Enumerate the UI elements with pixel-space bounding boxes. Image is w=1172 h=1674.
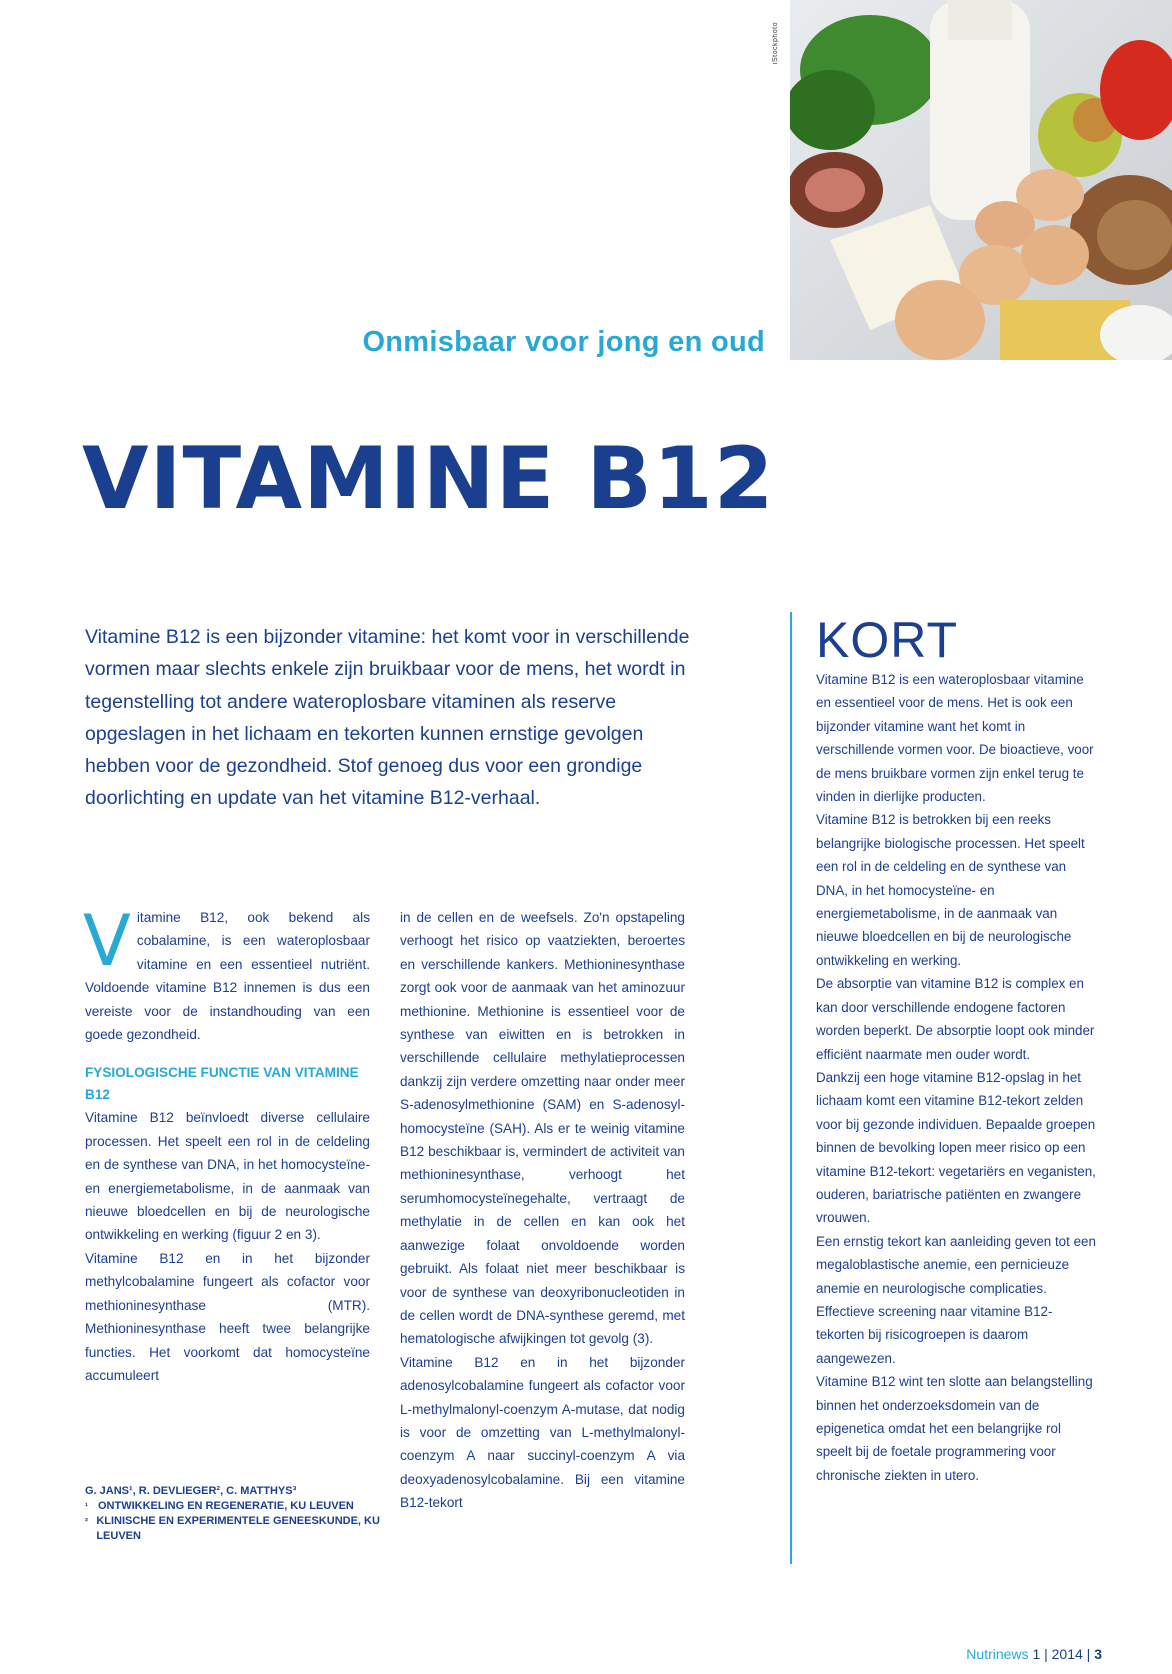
author-block	[85, 1484, 385, 1544]
kicker-subtitle: Onmisbaar voor jong en oud	[362, 326, 765, 358]
sidebar-heading: KORT	[816, 612, 958, 668]
article-column-1	[83, 900, 370, 1387]
body-paragraph: Vitamine B12 en in het bijzonder methylcobalamine fungeert als cofactor voor methioninesynthase (MTR). Methioninesynthase heeft twee belangrijke functies. Het voorkomt dat homocysteïne accumuleert	[85, 1250, 370, 1383]
affiliation-marker: ¹	[85, 1501, 88, 1511]
food-illustration	[790, 0, 1172, 360]
page-number: 3	[1094, 1646, 1102, 1662]
body-paragraph: Vitamine B12 beïnvloedt diverse cellulaire processen. Het speelt een rol in de celdeling en de synthese van DNA, in het homocysteïne- en energiemetabolisme, in de aanmaak van nieuwe bloedcellen en bij de neurologische ontwikkeling en werking (figuur 2 en 3).	[85, 1110, 370, 1243]
article-title: VITAMINE B12	[82, 429, 775, 529]
body-paragraph: Vitamine B12 en in het bijzonder adenosylcobalamine fungeert als cofactor voor L-methylmalonyl-coenzym A-mutase, dat nodig is voor de omzetting van L-methylmalonyl-coenzym A naar succinyl-coenzym A via deoxyadenosylcobalamine. Bij een vitamine B12-tekort	[400, 1354, 685, 1511]
body-paragraph: in de cellen en de weefsels. Zo'n opstapeling verhoogt het risico op vaatziekten, beroertes en verschillende kankers. Methioninesynthase zorgt ook voor de aanmaak van het aminozuur methionine. Methionine is essentieel voor de synthese van eiwitten en is betrokken in verschillende cellulaire methylatieprocessen dankzij zijn verdere omzetting naar onder meer S-adenosylmethionine (SAM) en S-adenosyl-homocysteïne (SAH). Als er te weinig vitamine B12 beschikbaar is, vermindert de activiteit van methioninesynthase, verhoogt het serumhomocysteïnegehalte, vertraagt de methylatie in de cellen en kan ook het aanwezige folaat onvoldoende worden gebruikt. Als folaat niet meer beschikbaar is voor de synthese van deoxyribonucleotiden in de cellen wordt de DNA-synthese geremd, met hematologische afwijkingen tot gevolg (3).	[400, 910, 685, 1347]
affiliation	[85, 1499, 385, 1514]
author-names: G. JANS¹, R. DEVLIEGER², C. MATTHYS³	[85, 1485, 297, 1497]
drop-cap: V	[83, 900, 131, 982]
sidebar-paragraph: Een ernstig tekort kan aanleiding geven tot een megaloblastische anemie, een pernicieuze anemie en neurologische complicaties. Effectieve screening naar vitamine B12-tekorten bij risicogroepen is daarom aangewezen.	[816, 1233, 1096, 1366]
affiliation-text: KLINISCHE EN EXPERIMENTELE GENEESKUNDE, KU LEUVEN	[96, 1515, 380, 1542]
page-footer	[860, 1646, 1102, 1662]
issue-info: 1 | 2014 |	[1032, 1646, 1091, 1662]
sidebar-paragraph: Dankzij een hoge vitamine B12-opslag in het lichaam komt een vitamine B12-tekort zelden voor bij gezonde individuen. Bepaalde groepen binnen de bevolking lopen meer risico op een vitamine B12-tekort: vegetariërs en veganisten, ouderen, bariatrische patiënten en zwangere vrouwen.	[816, 1069, 1096, 1226]
sidebar-paragraph: Vitamine B12 wint ten slotte aan belangstelling binnen het onderzoeksdomein van de epigenetica omdat het een belangrijke rol speelt bij de foetale programmering voor chronische ziekten in utero.	[816, 1374, 1093, 1483]
intro-paragraph	[83, 900, 370, 1046]
article-column-2	[400, 906, 685, 1515]
section-heading: FYSIOLOGISCHE FUNCTIE VAN VITAMINE B12	[85, 1065, 359, 1103]
lead-paragraph: Vitamine B12 is een bijzonder vitamine: het komt voor in verschillende vormen maar slechts enkele zijn bruikbaar voor de mens, het wordt in tegenstelling tot andere wateroplosbare vitaminen als reserve opgeslagen in het lichaam en tekorten kunnen ernstige gevolgen hebben voor de gezondheid. Stof genoeg dus voor een grondige doorlichting en update van het vitamine B12-verhaal.	[85, 626, 690, 810]
sidebar-paragraph: Vitamine B12 is betrokken bij een reeks belangrijke biologische processen. Het speelt een rol in de celdeling en de synthese van DNA, in het homocysteïne- en energiemetabolisme, in de aanmaak van nieuwe bloedcellen en bij de neurologische ontwikkeling en werking.	[816, 812, 1085, 968]
magazine-name: Nutrinews	[966, 1646, 1029, 1662]
summary-sidebar	[790, 612, 1100, 1564]
affiliation-text: ONTWIKKELING EN REGENERATIE, KU LEUVEN	[98, 1500, 354, 1512]
affiliation	[85, 1514, 385, 1544]
sidebar-paragraph: Vitamine B12 is een wateroplosbaar vitamine en essentieel voor de mens. Het is ook een bijzonder vitamine want het komt in verschillende vormen voor. De bioactieve, voor de mens bruikbare vormen zijn enkel terug te vinden in dierlijke producten.	[816, 672, 1094, 805]
sidebar-paragraph: De absorptie van vitamine B12 is complex en kan door verschillende endogene factoren worden beperkt. De absorptie loopt ook minder efficiënt naarmate men ouder wordt.	[816, 976, 1095, 1062]
food-photo	[790, 0, 1172, 360]
photo-credit: iStockphoto	[772, 22, 779, 65]
intro-text: itamine B12, ook bekend als cobalamine, is een wateroplosbaar vitamine en een essentieel nutriënt. Voldoende vitamine B12 innemen is dus een vereiste voor de instandhouding van een goede gezondheid.	[85, 910, 370, 1043]
affiliation-marker: ²	[85, 1516, 88, 1526]
sidebar-body	[816, 668, 1100, 1487]
